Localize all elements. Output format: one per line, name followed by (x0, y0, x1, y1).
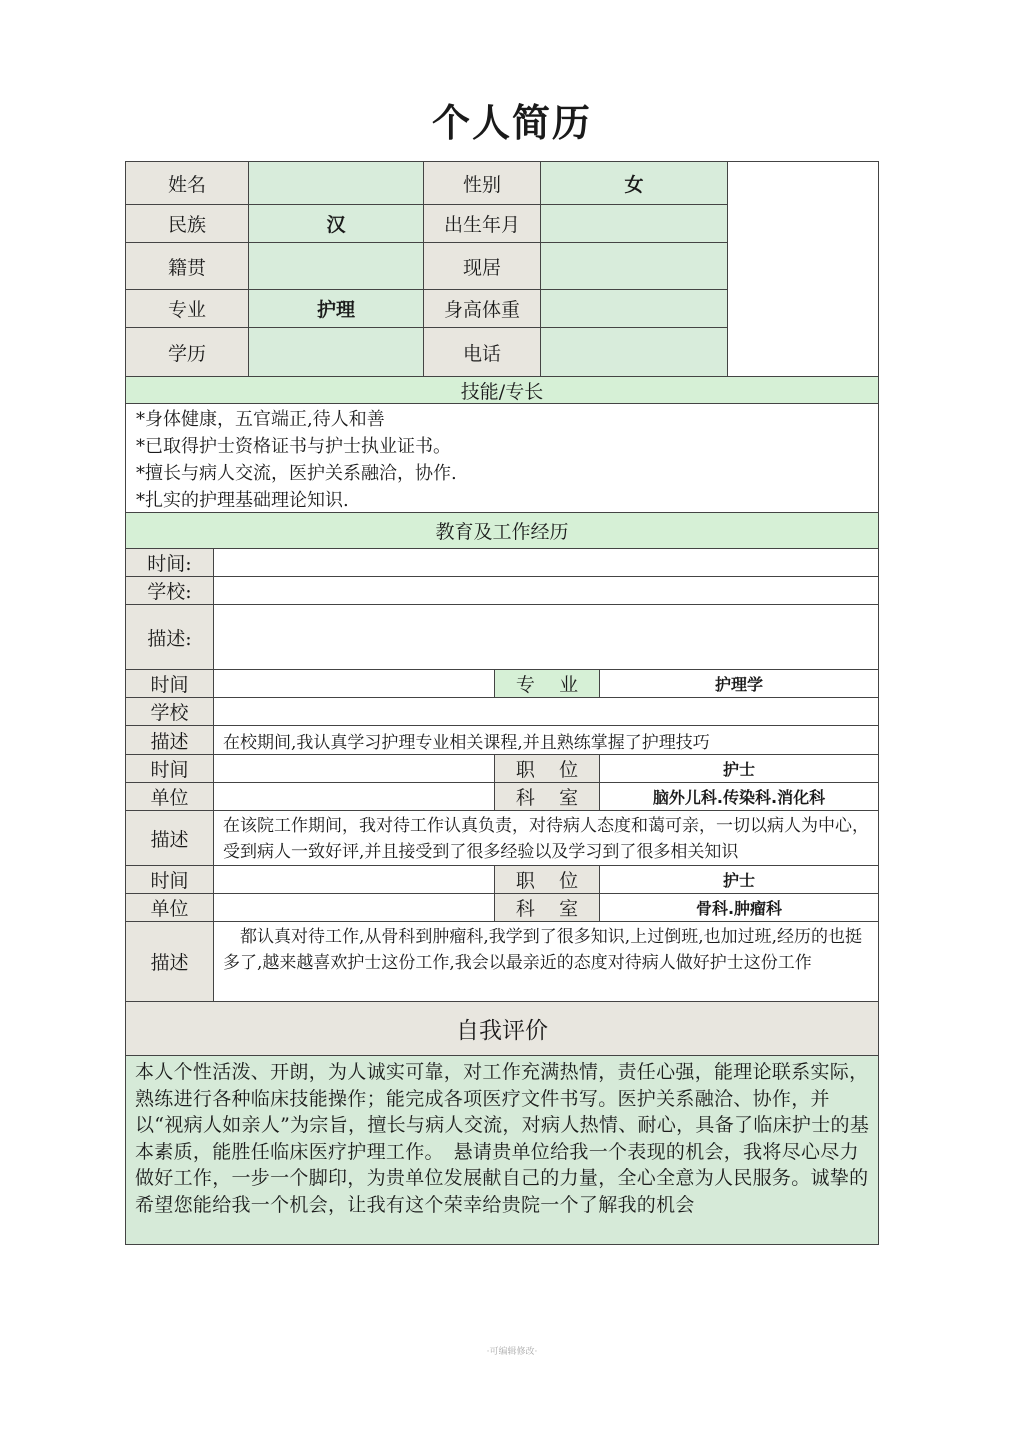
block4-dept-label: 科 室 (494, 893, 600, 922)
birth-label: 出生年月 (423, 204, 541, 243)
footer-note: ·可编辑修改· (486, 1347, 538, 1357)
block3-time-label: 时间 (125, 754, 214, 783)
block2-desc-value[interactable]: 在校期间,我认真学习护理专业相关课程,并且熟练掌握了护理技巧 (213, 725, 879, 755)
block1-desc-label: 描述: (125, 604, 214, 670)
residence-label: 现居 (423, 242, 541, 290)
block4-time-label: 时间 (125, 865, 214, 894)
block2-time-value[interactable] (213, 669, 495, 698)
block4-position-value[interactable]: 护士 (599, 865, 879, 894)
block4-position-label: 职 位 (494, 865, 600, 894)
block3-dept-label: 科 室 (494, 782, 600, 811)
experience-heading: 教育及工作经历 (125, 512, 879, 549)
page-title: 个人简历 (431, 100, 592, 145)
phone-value[interactable] (540, 327, 728, 377)
block3-position-label: 职 位 (494, 754, 600, 783)
block3-desc-label: 描述 (125, 810, 214, 866)
block2-time-label: 时间 (125, 669, 214, 698)
major-label: 专业 (125, 289, 249, 328)
birth-value[interactable] (540, 204, 728, 243)
major-value[interactable]: 护理 (248, 289, 424, 328)
block3-unit-label: 单位 (125, 782, 214, 811)
native-label: 籍贯 (125, 242, 249, 290)
name-value[interactable] (248, 161, 424, 205)
block4-unit-value[interactable] (213, 893, 495, 922)
self-eval-heading: 自我评价 (125, 1001, 879, 1056)
name-label: 姓名 (125, 161, 249, 205)
ethnicity-label: 民族 (125, 204, 249, 243)
block1-time-label: 时间: (125, 548, 214, 577)
block1-school-value[interactable] (213, 576, 879, 605)
block1-school-label: 学校: (125, 576, 214, 605)
block2-school-value[interactable] (213, 697, 879, 726)
block4-desc-label: 描述 (125, 921, 214, 1002)
block4-unit-label: 单位 (125, 893, 214, 922)
block1-time-value[interactable] (213, 548, 879, 577)
skill-item: *擅长与病人交流，医护关系融洽，协作. (136, 463, 457, 484)
skills-heading: 技能/专长 (125, 376, 879, 404)
block3-desc-value[interactable]: 在该院工作期间，我对待工作认真负责，对待病人态度和蔼可亲，一切以病人为中心，受到病人一致好评,并且接受到了很多经验以及学习到了很多相关知识 (213, 810, 879, 866)
block4-desc-value[interactable]: 都认真对待工作,从骨科到肿瘤科,我学到了很多知识,上过倒班,也加过班,经历的也挺多了,越来越喜欢护士这份工作,我会以最亲近的态度对待病人做好护士这份工作 (213, 921, 879, 1002)
block3-unit-value[interactable] (213, 782, 495, 811)
block3-position-value[interactable]: 护士 (599, 754, 879, 783)
block2-desc-label: 描述 (125, 725, 214, 755)
block1-desc-value[interactable] (213, 604, 879, 670)
education-label: 学历 (125, 327, 249, 377)
block3-time-value[interactable] (213, 754, 495, 783)
block3-dept-value[interactable]: 脑外儿科.传染科.消化科 (599, 782, 879, 811)
residence-value[interactable] (540, 242, 728, 290)
skill-item: *已取得护士资格证书与护士执业证书。 (136, 436, 451, 457)
skill-item: *身体健康，五官端正,待人和善 (136, 409, 385, 430)
ethnicity-value[interactable]: 汉 (248, 204, 424, 243)
phone-label: 电话 (423, 327, 541, 377)
block4-time-value[interactable] (213, 865, 495, 894)
skills-list (125, 403, 879, 513)
gender-value[interactable]: 女 (540, 161, 728, 205)
block2-school-label: 学校 (125, 697, 214, 726)
block2-major-value[interactable]: 护理学 (599, 669, 879, 698)
gender-label: 性别 (423, 161, 541, 205)
education-value[interactable] (248, 327, 424, 377)
self-eval-text[interactable]: 本人个性活泼、开朗，为人诚实可靠，对工作充满热情，责任心强，能理论联系实际，熟练进行各种临床技能操作；能完成各项医疗文件书写。医护关系融洽、协作，并以“视病人如亲人”为宗旨，擅长与病人交流，对病人热情、耐心，具备了临床护士的基本素质，能胜任临床医疗护理工作。 悬请贵单位给我一个表现的机会，我将尽心尽力做好工作，一步一个脚印，为贵单位发展献自己的力量，全心全意为人民服务。诚挚的希望您能给我一个机会，让我有这个荣幸给贵院一个了解我的机会 (125, 1055, 879, 1245)
skill-item: *扎实的护理基础理论知识. (136, 490, 349, 511)
height-weight-value[interactable] (540, 289, 728, 328)
block2-major-label: 专 业 (494, 669, 600, 698)
photo-box (727, 161, 879, 377)
height-weight-label: 身高体重 (423, 289, 541, 328)
native-value[interactable] (248, 242, 424, 290)
block4-dept-value[interactable]: 骨科.肿瘤科 (599, 893, 879, 922)
